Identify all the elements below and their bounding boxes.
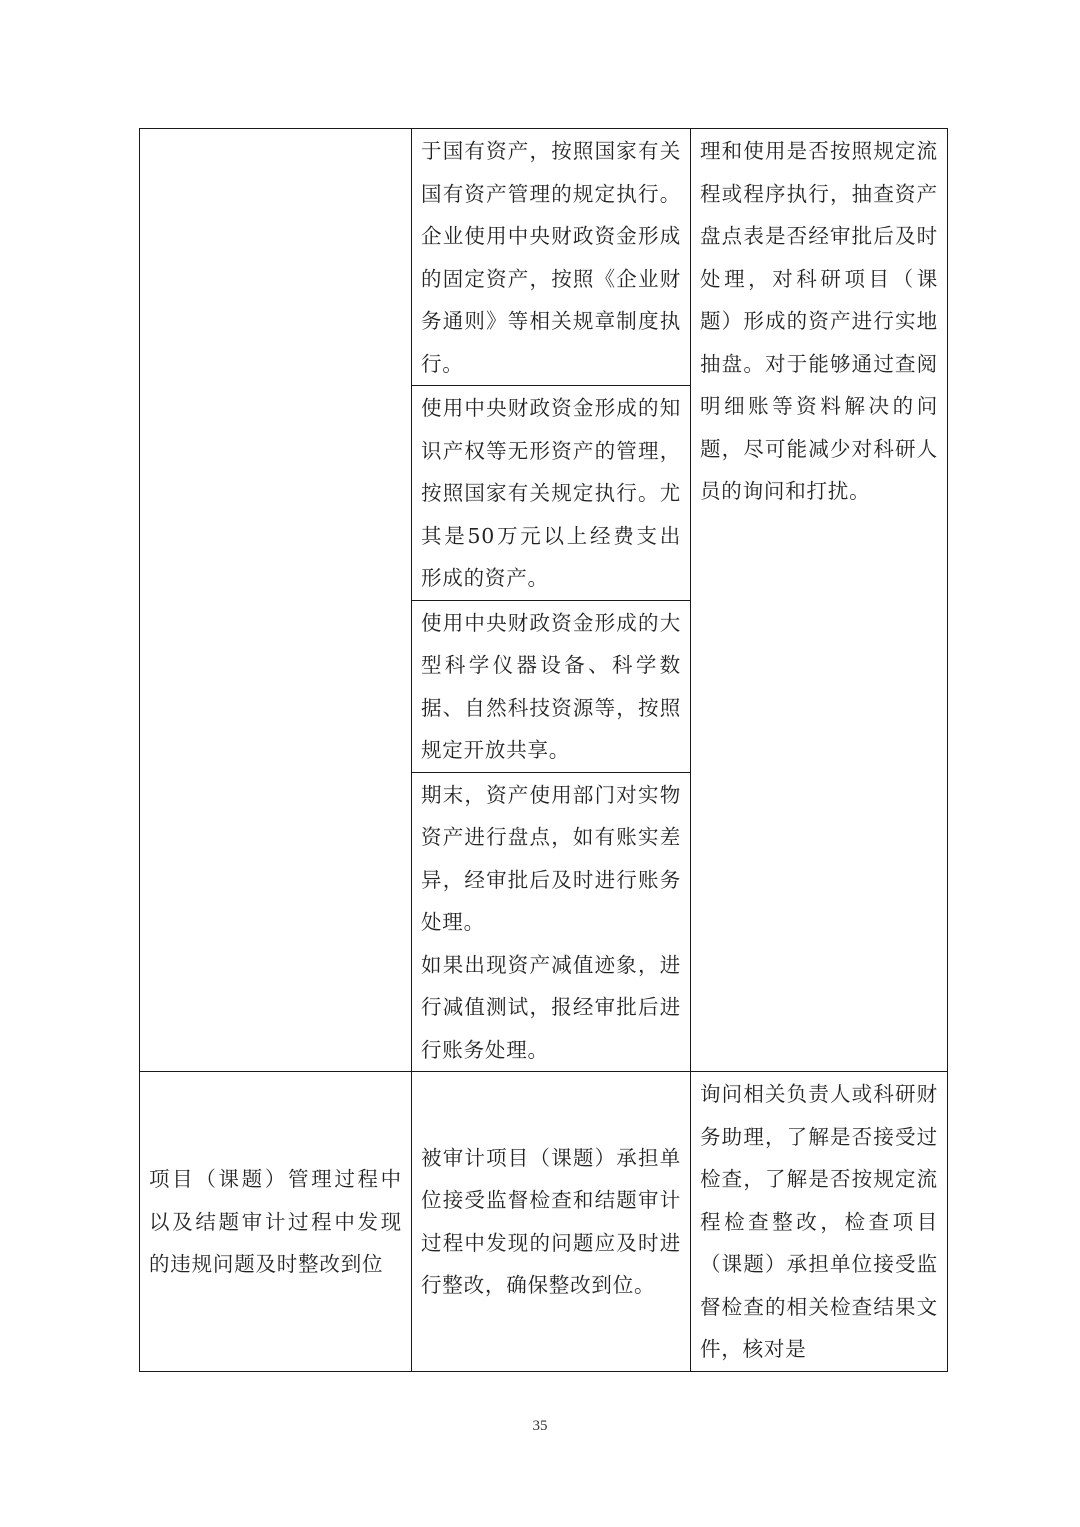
table-cell-fixed-assets <box>412 129 691 386</box>
table-row <box>140 129 948 386</box>
cell-text: 被审计项目（课题）承担单位接受监督检查和结题审计过程中发现的问题应及时进行整改，确保整改到位。 <box>421 1145 681 1298</box>
cell-text: 于国有资产，按照国家有关国有资产管理的规定执行。企业使用中央财政资金形成的固定资产，按照《企业财务通则》等相关规章制度执行。 <box>421 139 681 376</box>
table-row <box>140 1072 948 1372</box>
audit-table <box>139 128 948 1372</box>
cell-text: 使用中央财政资金形成的知识产权等无形资产的管理，按照国家有关规定执行。尤其是50万元以上经费支出形成的资产。 <box>421 396 681 590</box>
table-cell-inventory <box>412 772 691 1072</box>
cell-text: 询问相关负责人或科研财务助理，了解是否接受过检查，了解是否按规定流程检查整改，检查项目（课题）承担单位接受监督检查的相关检查结果文件，核对是 <box>700 1082 938 1361</box>
cell-text: 期末，资产使用部门对实物资产进行盘点，如有账实差异，经审批后及时进行账务处理。 <box>421 782 681 934</box>
table-cell-intangible-assets <box>412 386 691 601</box>
cell-text: 如果出现资产减值迹象，进行减值测试，报经审批后进行账务处理。 <box>421 952 681 1062</box>
cell-text: 理和使用是否按照规定流程或程序执行，抽查资产盘点表是否经审批后及时处理，对科研项目（课题）形成的资产进行实地抽盘。对于能够通过查阅明细账等资料解决的问题，尽可能减少对科研人员的询问和打扰。 <box>700 139 938 503</box>
page-number: 35 <box>532 1418 548 1434</box>
cell-text: 使用中央财政资金形成的大型科学仪器设备、科学数据、自然科技资源等，按照规定开放共享。 <box>421 610 681 762</box>
table-cell-sharing <box>412 600 691 772</box>
cell-text: 项目（课题）管理过程中以及结题审计过程中发现的违规问题及时整改到位 <box>149 1167 402 1276</box>
table-cell-rectification-requirement <box>412 1072 691 1372</box>
table-cell-empty <box>140 129 412 1072</box>
table-cell-item-rectification <box>140 1072 412 1372</box>
table-cell-rectification-audit-method <box>691 1072 948 1372</box>
table-cell-audit-method <box>691 129 948 1072</box>
